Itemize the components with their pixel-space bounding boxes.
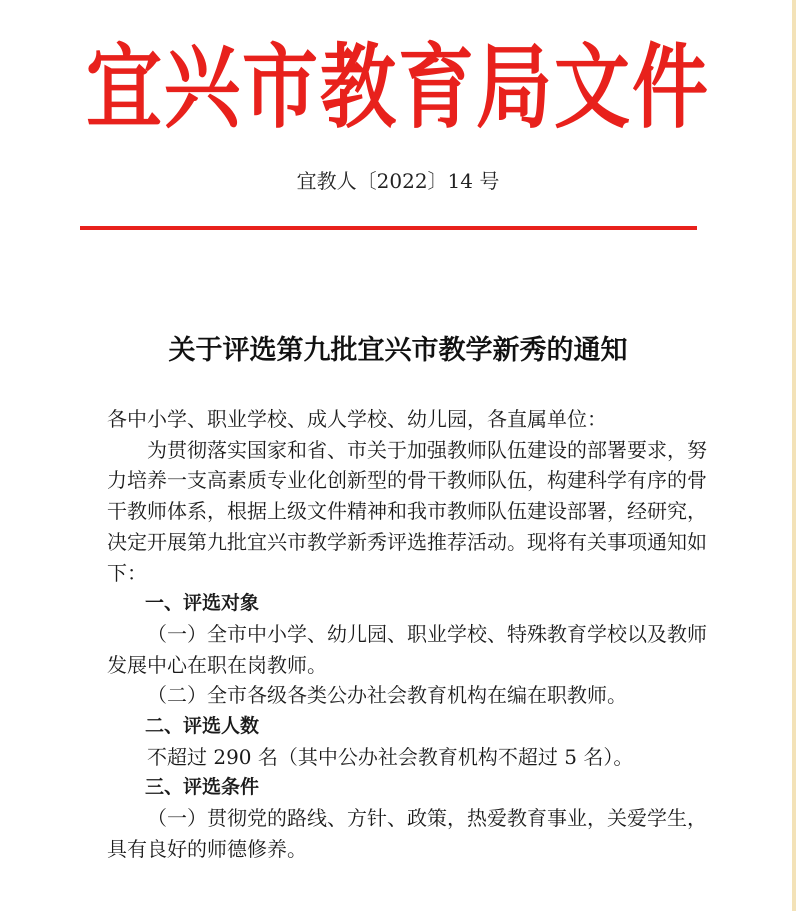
intro-paragraph: 为贯彻落实国家和省、市关于加强教师队伍建设的部署要求，努力培养一支高素质专业化创新型的骨干教师队伍，构建科学有序的骨干教师体系，根据上级文件精神和我市教师队伍建设部署，经研究，决定开展第九批宜兴市教学新秀评选推荐活动。现将有关事项通知如下： [107,437,707,585]
document-number: 宜教人〔2022〕14 号 [296,169,500,193]
issuer-title: 宜兴市教育局文件 [86,34,710,141]
section-item: 不超过 290 名（其中公办社会教育机构不超过 5 名）。 [147,744,634,769]
section-item: （二）全市各级各类公办社会教育机构在编在职教师。 [147,683,627,708]
section-heading-targets: 一、评选对象 [145,592,260,615]
section-item: （一）贯彻党的路线、方针、政策，热爱教育事业，关爱学生，具有良好的师德修养。 [107,806,707,861]
red-divider [80,226,697,230]
addressee: 各中小学、职业学校、成人学校、幼儿园，各直属单位： [107,407,607,431]
section-item: （一）全市中小学、幼儿园、职业学校、特殊教育学校以及教师发展中心在职在岗教师。 [107,621,707,677]
section-heading-criteria: 三、评选条件 [145,776,260,799]
document-body [107,404,707,865]
notice-title: 关于评选第九批宜兴市教学新秀的通知 [168,335,628,366]
section-heading-quota: 二、评选人数 [145,715,260,738]
